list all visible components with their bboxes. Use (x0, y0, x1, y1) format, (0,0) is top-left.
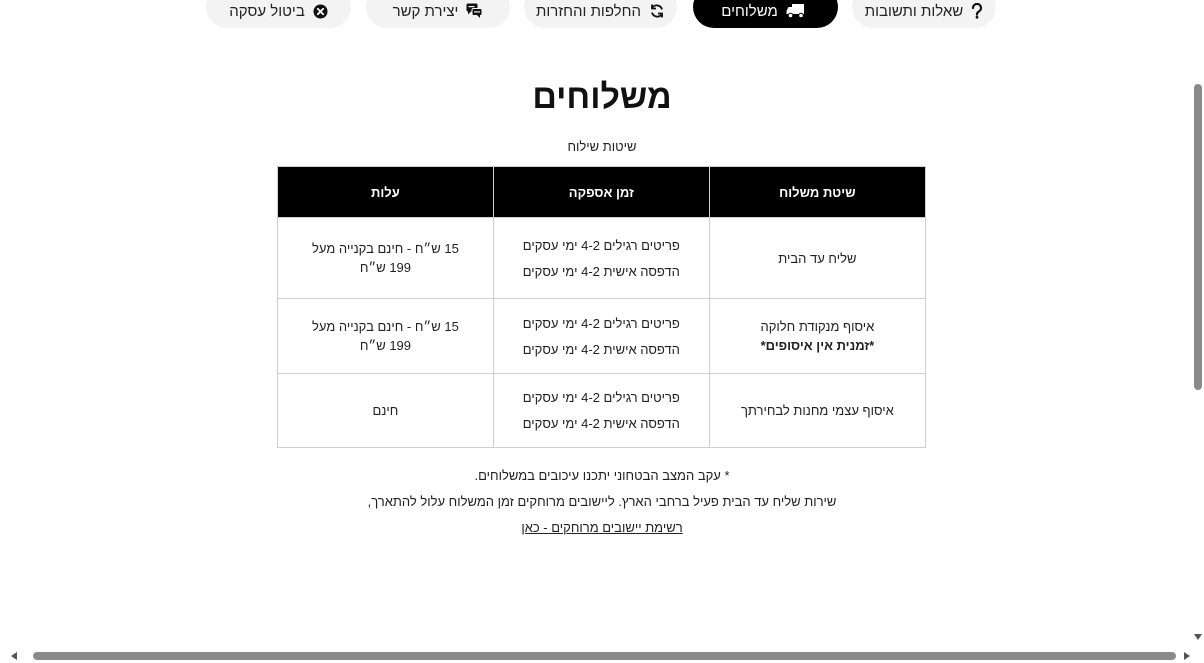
scroll-left-arrow-icon[interactable] (11, 652, 17, 660)
method-note: *זמנית אין איסופים* (760, 338, 875, 353)
vertical-scroll-thumb[interactable] (1194, 84, 1202, 390)
time-personal: הדפסה אישית 4-2 ימי עסקים (522, 263, 680, 279)
tab-faq-label: שאלות ותשובות (864, 2, 964, 20)
note-remote: שירות שליח עד הבית פעיל ברחבי הארץ. ליישובים מרוחקים זמן המשלוח עלול להתארך, (367, 494, 837, 509)
scroll-right-arrow-icon[interactable] (1184, 652, 1190, 660)
cell-cost: 15 ש״ח - חינם בקנייה מעל 199 ש״ח (278, 218, 494, 299)
truck-icon (786, 3, 810, 19)
table-row (278, 218, 926, 299)
cell-time (493, 374, 709, 448)
chat-icon (466, 3, 483, 19)
cell-time (493, 299, 709, 374)
tab-contact-label: יצירת קשר (392, 2, 459, 20)
time-personal: הדפסה אישית 4-2 ימי עסקים (522, 416, 680, 431)
tab-returns[interactable] (524, 0, 677, 28)
header-method: שיטת משלוח (709, 167, 925, 218)
remote-settlements-link[interactable]: רשימת יישובים מרוחקים - כאן (521, 520, 683, 535)
tab-faq[interactable] (852, 0, 996, 28)
tab-bar (0, 0, 1204, 28)
method-text: שליח עד הבית (778, 250, 857, 266)
header-time: זמן אספקה (493, 167, 709, 218)
tab-shipping-label: משלוחים (721, 2, 778, 20)
table-row (278, 374, 926, 448)
cell-cost: 15 ש״ח - חינם בקנייה מעל 199 ש״ח (278, 299, 494, 374)
scroll-down-arrow-icon[interactable] (1194, 634, 1202, 640)
cell-method (709, 218, 925, 299)
method-text: איסוף עצמי מחנות לבחירתך (740, 403, 894, 418)
question-icon (971, 3, 983, 19)
tab-cancel[interactable] (206, 0, 351, 28)
horizontal-scroll-thumb[interactable] (33, 652, 1176, 660)
cell-cost: חינם (278, 374, 494, 448)
time-regular: פריטים רגילים 4-2 ימי עסקים (522, 390, 680, 405)
cell-time (493, 218, 709, 299)
time-regular: פריטים רגילים 4-2 ימי עסקים (522, 315, 680, 331)
shipping-notes (0, 466, 1204, 544)
page-title: משלוחים (532, 78, 672, 116)
tab-returns-label: החלפות והחזרות (536, 2, 641, 20)
tab-shipping[interactable] (693, 0, 838, 28)
header-cost: עלות (278, 167, 494, 218)
table-row (278, 299, 926, 374)
method-text: איסוף מנקודת חלוקה (760, 319, 875, 334)
note-security: * עקב המצב הבטחוני יתכנו עיכובים במשלוחים. (474, 468, 730, 483)
vertical-scrollbar[interactable] (1192, 0, 1204, 663)
time-regular: פריטים רגילים 4-2 ימי עסקים (522, 237, 680, 253)
close-circle-icon (313, 4, 328, 19)
tab-cancel-label: ביטול עסקה (229, 2, 305, 20)
shipping-table (277, 166, 926, 448)
table-header-row (278, 167, 926, 218)
horizontal-scrollbar[interactable] (0, 649, 1204, 663)
table-caption: שיטות שילוח (567, 139, 637, 154)
time-personal: הדפסה אישית 4-2 ימי עסקים (522, 341, 680, 357)
cell-method (709, 374, 925, 448)
tab-contact[interactable] (366, 0, 510, 28)
cell-method (709, 299, 925, 374)
refresh-icon (649, 3, 665, 19)
